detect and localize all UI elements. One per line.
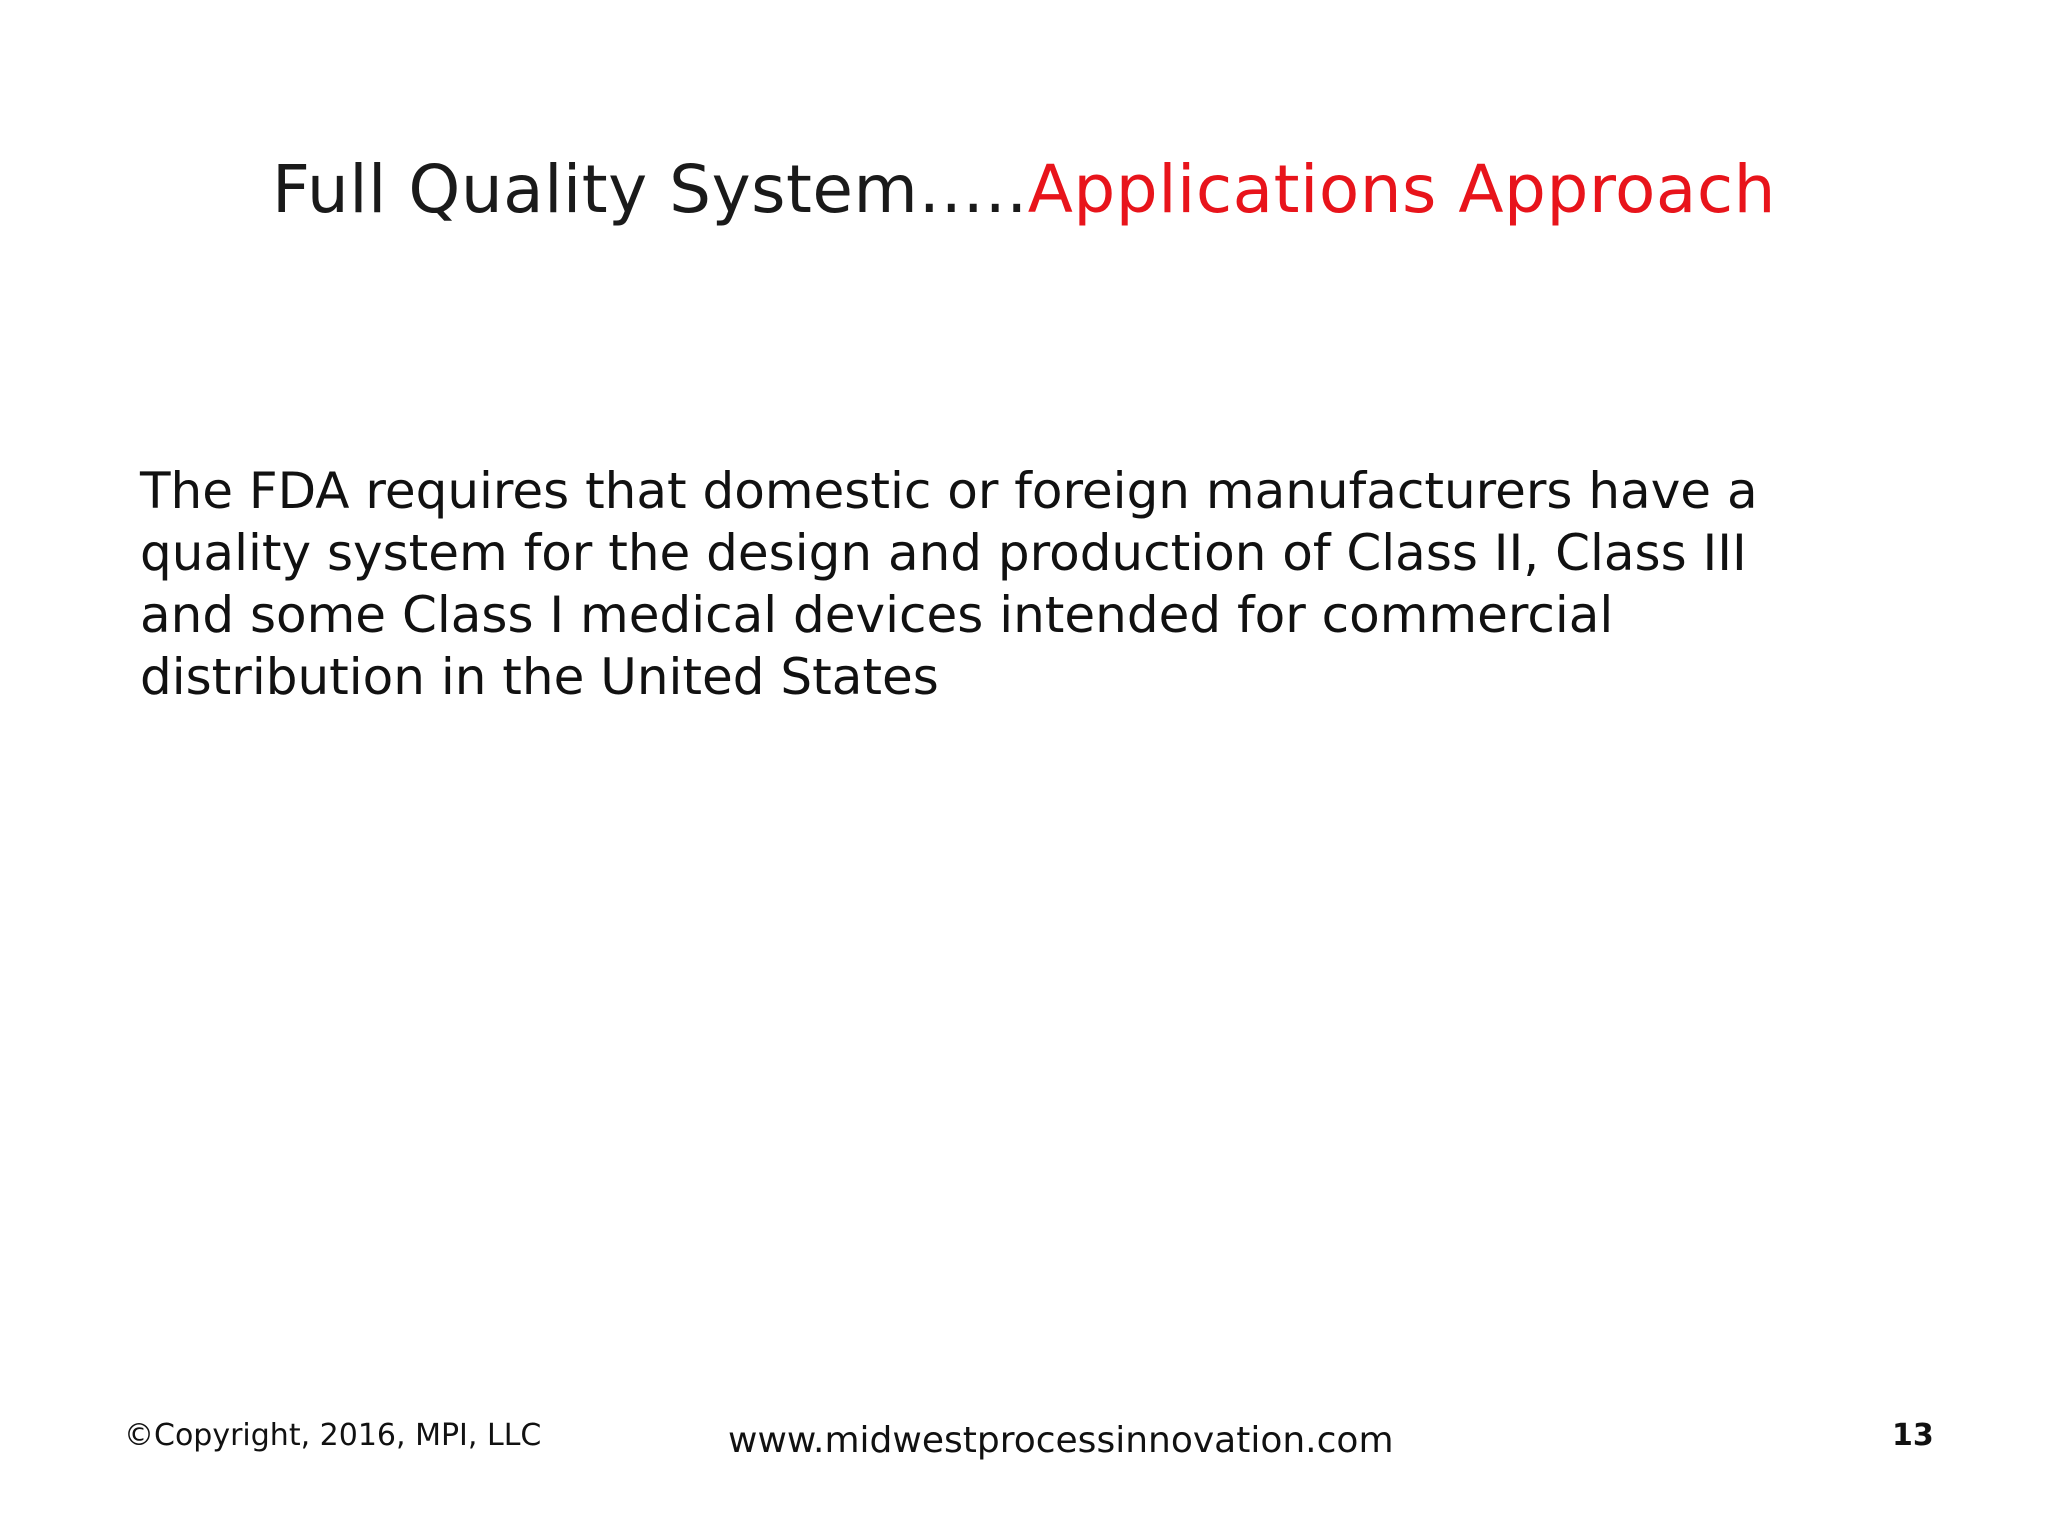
slide-title [0, 150, 2048, 230]
footer-copyright: ©Copyright, 2016, MPI, LLC [124, 1418, 542, 1453]
body-line: and some Class I medical devices intended for commercial [140, 586, 1614, 644]
footer-website-url: www.midwestprocessinnovation.com [728, 1420, 1394, 1461]
slide-title-main: Full Quality System….. [272, 151, 1028, 228]
body-line: The FDA requires that domestic or foreign manufacturers have a [140, 462, 1758, 520]
slide-body-paragraph [140, 460, 1940, 708]
slide-title-accent: Applications Approach [1027, 151, 1776, 228]
body-line: distribution in the United States [140, 648, 939, 706]
body-line: quality system for the design and production of Class II, Class III [140, 524, 1747, 582]
footer-page-number: 13 [1892, 1418, 1934, 1453]
